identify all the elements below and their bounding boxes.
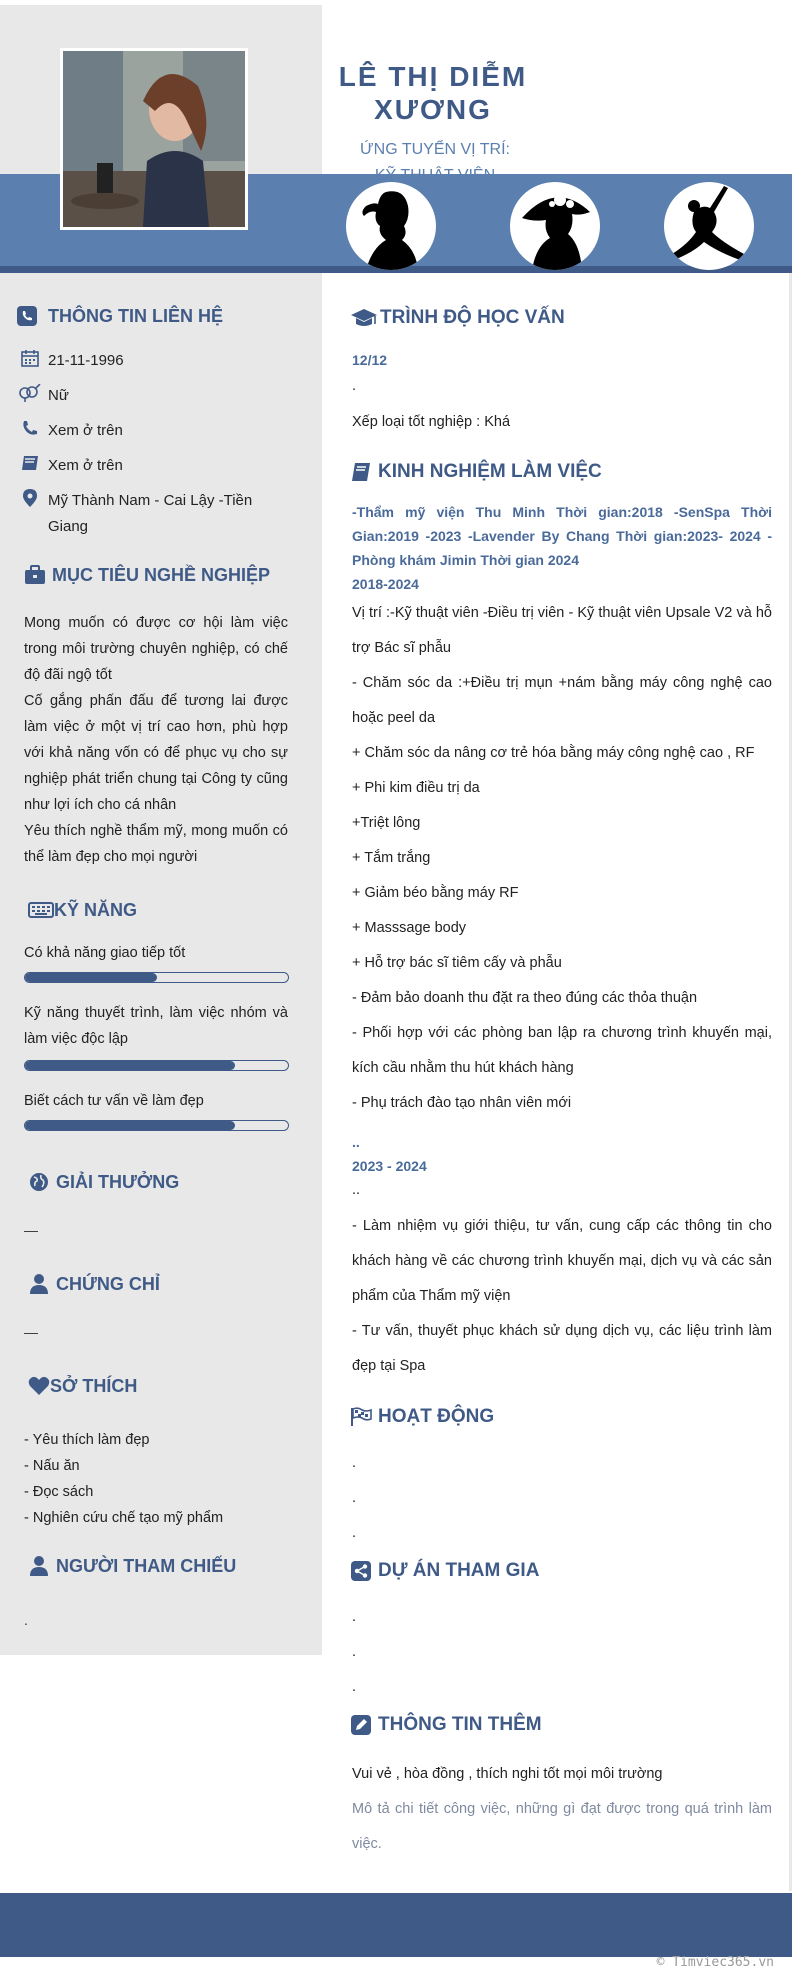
experience-period: 2018-2024	[352, 576, 419, 592]
activity-line: .	[352, 1525, 357, 1541]
objective-text	[24, 610, 288, 870]
awards-value: —	[24, 1222, 38, 1238]
graduation-cap-icon	[350, 307, 378, 329]
project-line: .	[352, 1644, 357, 1660]
applying-label: ỨNG TUYỂN VỊ TRÍ:	[360, 141, 510, 158]
applying-position	[332, 137, 538, 189]
contact-heading	[16, 305, 223, 327]
user-icon	[28, 1273, 50, 1295]
certificates-value: —	[24, 1324, 38, 1340]
email-row	[18, 453, 123, 479]
gender-value: Nữ	[48, 387, 69, 404]
watermark: © Timviec365.vn	[656, 1955, 774, 1970]
duty-line: +Triệt lông	[352, 815, 421, 831]
right-edge-strip	[789, 273, 792, 1891]
flag-checkered-icon	[350, 1406, 372, 1428]
duty-line: - Làm nhiệm vụ giới thiệu, tư vấn, cung cấp các thông tin cho khách hàng về các chương trình khuyến mại, dịch vụ và các sản phẩm của Thẩm mỹ viện	[352, 1218, 772, 1304]
experience-duties	[352, 596, 772, 1121]
objective-heading	[24, 564, 270, 586]
map-marker-icon	[18, 488, 42, 508]
address-row	[18, 488, 278, 540]
birthday-row	[18, 348, 124, 374]
book-icon	[350, 461, 372, 483]
skill-label: Kỹ năng thuyết trình, làm việc nhóm và làm việc độc lập	[24, 1005, 288, 1047]
email-value: Xem ở trên	[48, 457, 123, 474]
activities-list	[352, 1446, 772, 1551]
activity-line: .	[352, 1455, 357, 1471]
duty-line: + Tắm trắng	[352, 850, 431, 866]
experience-company2: ..	[352, 1134, 360, 1150]
experience-companies: -Thẩm mỹ viện Thu Minh Thời gian:2018 -SenSpa Thời Gian:2019 -2023 -Lavender By Chang Thời gian:2023- 2024 -Phòng khám Jimin Thời gian 2024	[352, 504, 772, 568]
edit-square-icon	[350, 1714, 372, 1736]
candidate-name: LÊ THỊ DIỄM XƯƠNG	[338, 61, 528, 125]
education-school: .	[352, 378, 357, 394]
references-title: NGƯỜI THAM CHIẾU	[56, 1555, 237, 1576]
duty-line: - Chăm sóc da :+Điều trị mụn +nám bằng máy công nghệ cao hoặc peel da	[352, 675, 772, 726]
objective-paragraph: Mong muốn có được cơ hội làm việc trong môi trường chuyên nghiệp, có chế độ đãi ngộ tốt	[24, 615, 288, 683]
phone-row	[18, 418, 123, 444]
woman-blowing-kiss-silhouette-icon	[346, 182, 436, 270]
hobbies-list	[24, 1427, 288, 1531]
activities-title: HOẠT ĐỘNG	[378, 1406, 495, 1427]
gender-row	[18, 383, 69, 409]
projects-heading	[350, 1560, 539, 1582]
objective-paragraph: Cố gắng phấn đấu để tương lai được làm việc ở một vị trí cao hơn, phù hợp với khả năng vốn có để phục vụ cho sự nghiệp phát triển chung tại Công ty cũng như lợi ích cho cá nhân	[24, 693, 288, 813]
briefcase-icon	[24, 564, 46, 586]
skill-bar	[24, 972, 289, 983]
experience-title: KINH NGHIỆM LÀM VIỆC	[378, 461, 602, 482]
duty-line: + Hỗ trợ bác sĩ tiêm cấy và phẫu	[352, 955, 562, 971]
position-title: KỸ THUẬT VIÊN	[374, 167, 496, 184]
skill-bar	[24, 1120, 289, 1131]
hobbies-title: SỞ THÍCH	[50, 1375, 138, 1396]
profile-photo	[60, 48, 248, 230]
birthday-value: 21-11-1996	[48, 352, 124, 369]
hobby-item: - Đọc sách	[24, 1484, 94, 1500]
education-title: TRÌNH ĐỘ HỌC VẤN	[380, 307, 565, 328]
activities-heading	[350, 1406, 494, 1428]
additional-title: THÔNG TIN THÊM	[378, 1714, 542, 1735]
certificates-title: CHỨNG CHỈ	[56, 1273, 160, 1294]
duty-line: + Masssage body	[352, 920, 467, 936]
duty-line: Vị trí :-Kỹ thuật viên -Điều trị viên - Kỹ thuật viên Upsale V2 và hỗ trợ Bác sĩ phẫu	[352, 605, 772, 656]
experience-role2: ..	[352, 1182, 361, 1198]
woman-with-rose-hat-silhouette-icon	[510, 182, 600, 270]
awards-title: GIẢI THƯỞNG	[56, 1171, 180, 1192]
skill-bar-fill	[25, 1061, 235, 1070]
skill-bar-fill	[25, 973, 157, 982]
calendar-icon	[18, 348, 42, 368]
skill-bar	[24, 1060, 289, 1071]
project-line: .	[352, 1679, 357, 1695]
contact-title: THÔNG TIN LIÊN HỆ	[48, 305, 223, 326]
certificates-heading	[28, 1273, 160, 1295]
address-value: Mỹ Thành Nam - Cai Lậy -Tiền Giang	[48, 492, 253, 535]
activity-line: .	[352, 1490, 357, 1506]
duty-line: + Phi kim điều trị da	[352, 780, 480, 796]
skill-label: Có khả năng giao tiếp tốt	[24, 945, 186, 961]
skills-title: KỸ NĂNG	[54, 899, 138, 920]
phone-value: Xem ở trên	[48, 422, 123, 439]
hobby-item: - Nấu ăn	[24, 1458, 80, 1474]
duty-line: - Tư vấn, thuyết phục khách sử dụng dịch vụ, các liệu trình làm đẹp tại Spa	[352, 1323, 772, 1374]
hobby-item: - Nghiên cứu chế tạo mỹ phẩm	[24, 1510, 224, 1526]
hobbies-heading	[28, 1375, 137, 1397]
duty-line: + Giảm béo bằng máy RF	[352, 885, 519, 901]
objective-title: MỤC TIÊU NGHỀ NGHIỆP	[52, 564, 271, 585]
duty-line: - Phối hợp với các phòng ban lập ra chương trình khuyến mại, kích cầu nhằm thu hút khách hàng	[352, 1025, 772, 1076]
projects-title: DỰ ÁN THAM GIA	[378, 1560, 540, 1581]
footer-band	[0, 1893, 792, 1957]
education-period: 12/12	[352, 352, 388, 368]
additional-heading	[350, 1714, 542, 1736]
objective-paragraph: Yêu thích nghề thẩm mỹ, mong muốn có thể làm đẹp cho mọi người	[24, 823, 288, 865]
duty-line: - Phụ trách đào tạo nhân viên mới	[352, 1095, 572, 1111]
duty-line: + Chăm sóc da nâng cơ trẻ hóa bằng máy công nghệ cao , RF	[352, 745, 755, 761]
projects-list	[352, 1600, 772, 1705]
woman-dancing-silhouette-icon	[664, 182, 754, 270]
project-line: .	[352, 1609, 357, 1625]
references-value: .	[24, 1612, 28, 1628]
education-grade: Xếp loại tốt nghiệp : Khá	[352, 414, 511, 430]
experience-duties2	[352, 1209, 772, 1384]
phone-icon	[18, 418, 42, 438]
user-icon	[28, 1555, 50, 1577]
heart-icon	[28, 1375, 50, 1397]
globe-icon	[28, 1171, 50, 1193]
skills-heading	[28, 899, 137, 921]
additional-placeholder: Mô tả chi tiết công việc, những gì đạt được trong quá trình làm việc.	[352, 1801, 772, 1852]
experience-heading	[350, 461, 602, 483]
duty-line: - Đảm bảo doanh thu đặt ra theo đúng các thỏa thuận	[352, 990, 698, 1006]
keyboard-icon	[28, 899, 54, 921]
share-alt-square-icon	[350, 1560, 372, 1582]
references-heading	[28, 1555, 236, 1577]
skill-bar-fill	[25, 1121, 235, 1130]
phone-square-icon	[16, 305, 38, 327]
education-heading	[350, 307, 565, 329]
skill-label: Biết cách tư vấn về làm đẹp	[24, 1093, 204, 1109]
additional-text: Vui vẻ , hòa đồng , thích nghi tốt mọi môi trường	[352, 1766, 663, 1782]
gender-icon	[18, 383, 42, 403]
envelope-icon	[18, 453, 42, 473]
experience-period2: 2023 - 2024	[352, 1158, 427, 1174]
hobby-item: - Yêu thích làm đẹp	[24, 1432, 150, 1448]
awards-heading	[28, 1171, 179, 1193]
